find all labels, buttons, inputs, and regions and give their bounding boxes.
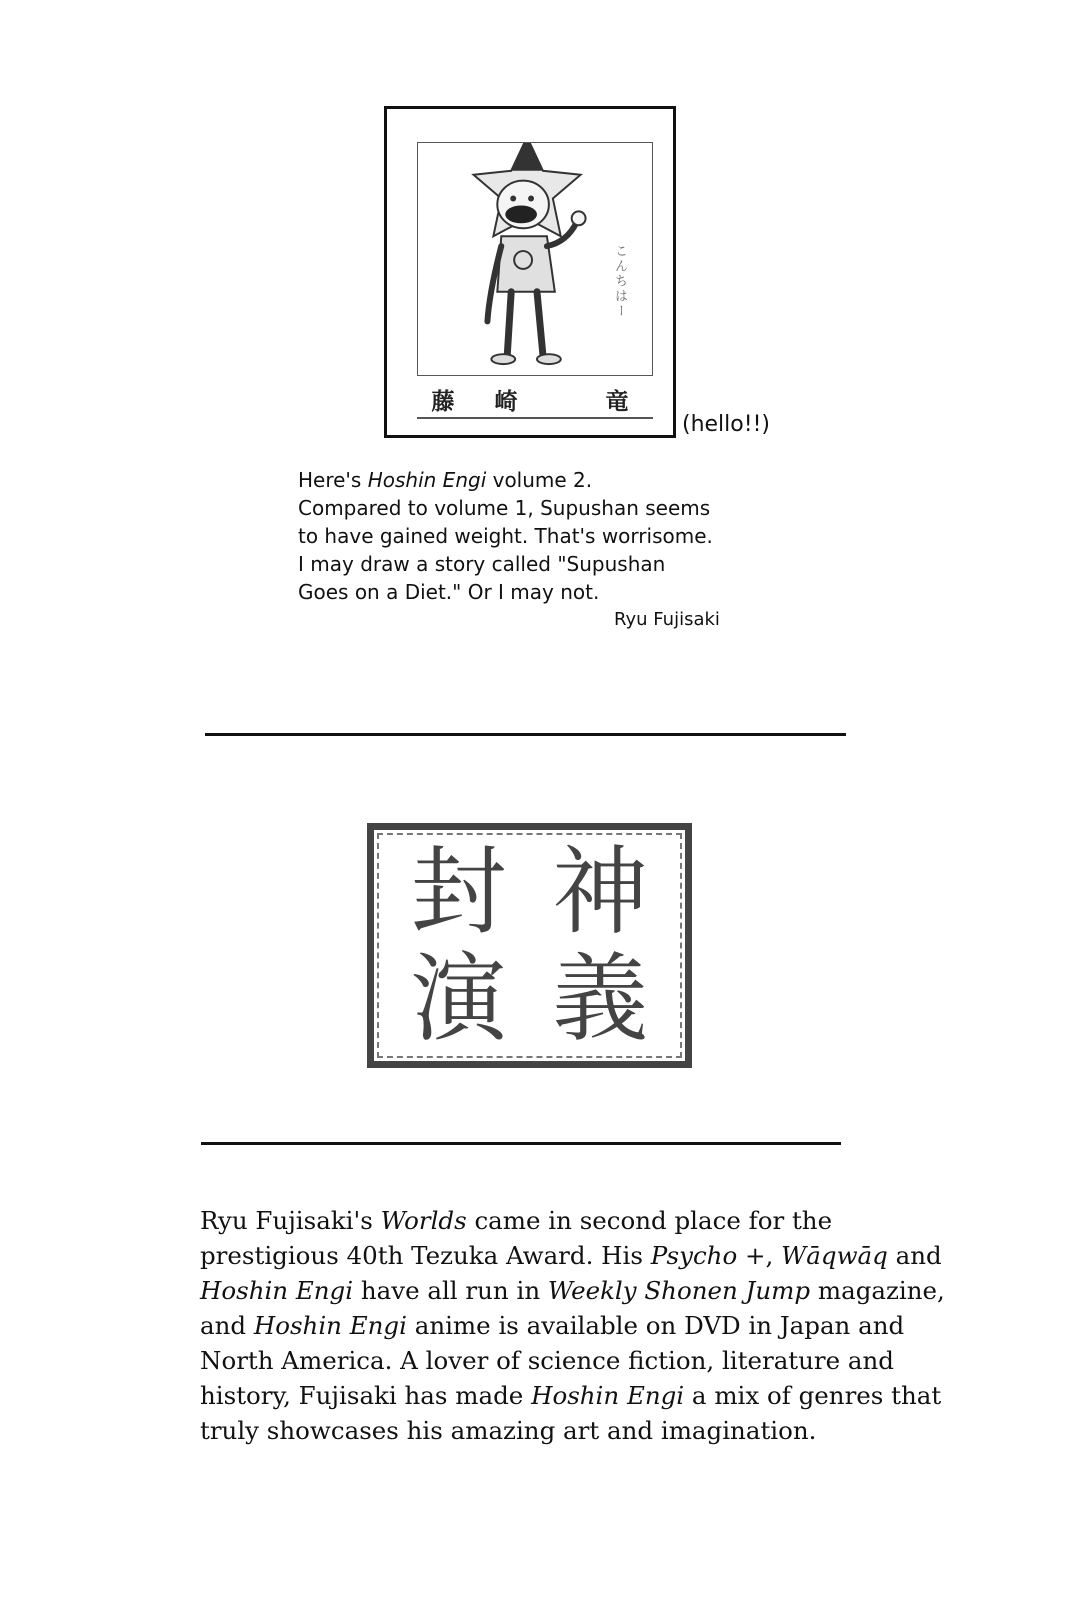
author-name-japanese: 藤崎 竜 [431,389,669,415]
author-note [298,466,818,634]
author-portrait-frame [384,106,676,438]
seal-characters [388,835,671,1056]
bio-line: prestigious 40th Tezuka Award. His Psycho +, Wāqwāq and [200,1241,942,1270]
bio-line: and Hoshin Engi anime is available on DVD in Japan and [200,1311,905,1340]
bio-line: history, Fujisaki has made Hoshin Engi a mix of genres that [200,1381,942,1410]
note-line: to have gained weight. That's worrisome. [298,524,713,548]
bio-line: North America. A lover of science fiction, literature and [200,1346,894,1375]
note-line: Goes on a Diet." Or I may not. [298,580,600,604]
greeting-japanese: こんちはー [612,244,627,319]
note-line: Compared to volume 1, Supushan seems [298,496,711,520]
bio-line: Hoshin Engi have all run in Weekly Shonen Jump magazine, [200,1276,945,1305]
seal-character: 演 [410,943,507,1056]
note-line: Here's Hoshin Engi volume 2. [298,468,593,492]
title-seal-stamp [367,823,692,1068]
seal-character: 封 [410,835,507,948]
note-line: I may draw a story called "Supushan [298,552,666,576]
note-signature: Ryu Fujisaki [614,609,720,630]
bio-line: Ryu Fujisaki's Worlds came in second place for the [200,1206,833,1235]
hello-caption: (hello!!) [682,412,770,437]
name-underline [417,417,653,419]
bio-line: truly showcases his amazing art and imagination. [200,1416,817,1445]
seal-character: 義 [552,943,649,1056]
divider-bottom [201,1142,841,1145]
author-bio [200,1203,945,1448]
seal-character: 神 [552,835,649,948]
divider-top [205,733,846,736]
